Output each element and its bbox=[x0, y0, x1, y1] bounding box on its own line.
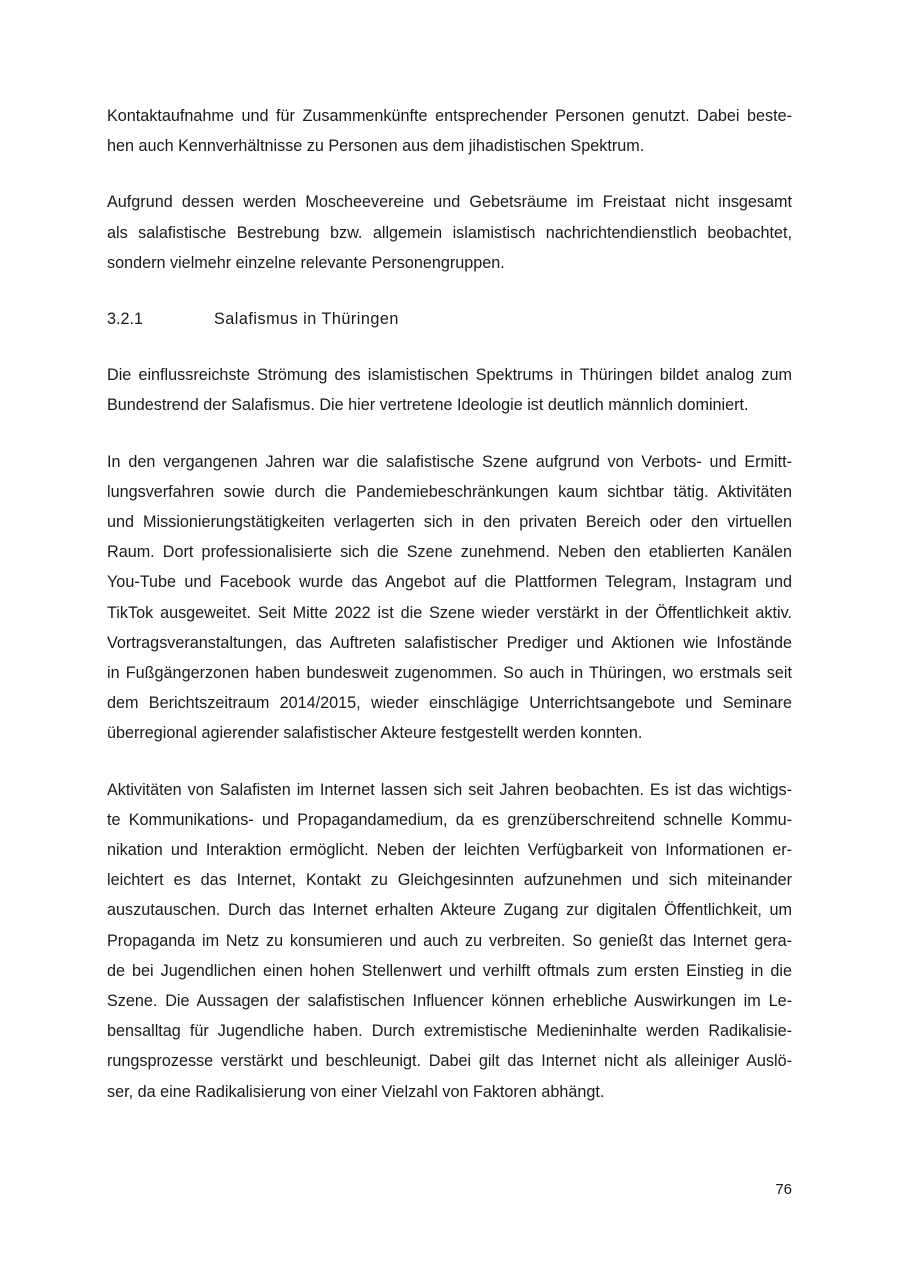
text-line: rungsprozesse verstärkt und beschleunigt. Dabei gilt das Internet nicht als alleiniger Auslö- bbox=[107, 1052, 792, 1071]
text-line: TikTok ausgeweitet. Seit Mitte 2022 ist die Szene wieder verstärkt in der Öffentlichkeit aktiv. bbox=[107, 603, 792, 622]
text-line: sondern vielmehr einzelne relevante Personengruppen. bbox=[107, 253, 505, 272]
text-line: In den vergangenen Jahren war die salafistische Szene aufgrund von Verbots- und Ermitt- bbox=[107, 452, 792, 471]
text-line: ser, da eine Radikalisierung von einer Vielzahl von Faktoren abhängt. bbox=[107, 1082, 605, 1101]
page-number: 76 bbox=[775, 1181, 792, 1198]
text-line: überregional agierender salafistischer Akteure festgestellt werden konnten. bbox=[107, 724, 643, 743]
text-line: Raum. Dort professionalisierte sich die Szene zunehmend. Neben den etablierten Kanälen bbox=[107, 543, 792, 562]
text-line: in Fußgängerzonen haben bundesweit zugenommen. So auch in Thüringen, wo erstmals seit bbox=[107, 664, 792, 683]
text-line: Kontaktaufnahme und für Zusammenkünfte entsprechender Personen genutzt. Dabei beste- bbox=[107, 107, 792, 125]
text-line: bensalltag für Jugendliche haben. Durch extremistische Medieninhalte werden Radikalisie- bbox=[107, 1022, 792, 1041]
text-line: de bei Jugendlichen einen hohen Stellenwert und verhilft oftmals zum ersten Einstieg in die bbox=[107, 961, 792, 980]
paragraph bbox=[107, 187, 792, 278]
section-heading bbox=[107, 304, 792, 334]
page-content bbox=[107, 101, 792, 1107]
text-line: auszutauschen. Durch das Internet erhalten Akteure Zugang zur digitalen Öffentlichkeit, um bbox=[107, 901, 792, 920]
text-line: Bundestrend der Salafismus. Die hier vertretene Ideologie ist deutlich männlich dominiert. bbox=[107, 396, 749, 415]
text-line: als salafistische Bestrebung bzw. allgemein islamistisch nachrichtendienstlich beobachtet, bbox=[107, 223, 792, 242]
text-line: und Missionierungstätigkeiten verlagerten sich in den privaten Bereich oder den virtuellen bbox=[107, 513, 792, 532]
paragraph bbox=[107, 360, 792, 420]
text-line: nikation und Interaktion ermöglicht. Neben der leichten Verfügbarkeit von Informationen er- bbox=[107, 841, 792, 860]
text-line: Propaganda im Netz zu konsumieren und auch zu verbreiten. So genießt das Internet gera- bbox=[107, 931, 792, 950]
text-line: Szene. Die Aussagen der salafistischen Influencer können erhebliche Auswirkungen im Le- bbox=[107, 992, 792, 1011]
text-line: te Kommunikations- und Propagandamedium, da es grenzüberschreitend schnelle Kommu- bbox=[107, 810, 792, 829]
text-line: Die einflussreichste Strömung des islamistischen Spektrums in Thüringen bildet analog zum bbox=[107, 366, 792, 385]
text-line: Vortragsveranstaltungen, das Auftreten salafistischer Prediger und Aktionen wie Infostände bbox=[107, 633, 792, 652]
text-line: You-Tube und Facebook wurde das Angebot auf die Plattformen Telegram, Instagram und bbox=[107, 573, 792, 592]
text-line: dem Berichtszeitraum 2014/2015, wieder einschlägige Unterrichtsangebote und Seminare bbox=[107, 694, 792, 713]
text-line: lungsverfahren sowie durch die Pandemiebeschränkungen kaum sichtbar tätig. Aktivitäten bbox=[107, 482, 792, 501]
text-line: Aufgrund dessen werden Moscheevereine und Gebetsräume im Freistaat nicht insgesamt bbox=[107, 193, 792, 212]
text-line: leichtert es das Internet, Kontakt zu Gleichgesinnten aufzunehmen und sich miteinander bbox=[107, 871, 792, 890]
section-title: Salafismus in Thüringen bbox=[214, 310, 399, 329]
section-number: 3.2.1 bbox=[107, 310, 144, 329]
text-line: hen auch Kennverhältnisse zu Personen aus dem jihadistischen Spektrum. bbox=[107, 137, 645, 156]
text-line: Aktivitäten von Salafisten im Internet lassen sich seit Jahren beobachten. Es ist das wichtigs- bbox=[107, 780, 792, 799]
paragraph bbox=[107, 775, 792, 1107]
paragraph bbox=[107, 447, 792, 749]
paragraph bbox=[107, 101, 792, 161]
